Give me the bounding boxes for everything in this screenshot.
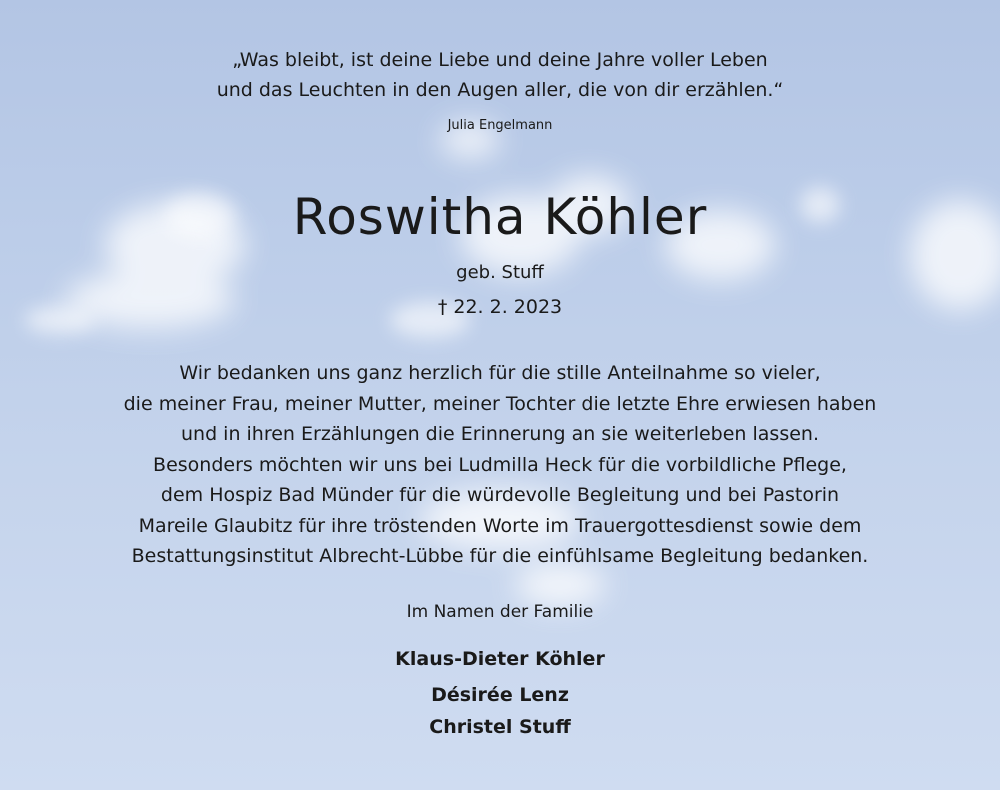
message-line: Wir bedanken uns ganz herzlich für die stille Anteilnahme so vieler, — [179, 362, 821, 384]
message-line: Besonders möchten wir uns bei Ludmilla Heck für die vorbildliche Pflege, — [153, 453, 847, 476]
birth-name: geb. Stuff — [456, 262, 544, 283]
quote-line-1: „Was bleibt, ist deine Liebe und deine Jahre voller Leben — [232, 49, 768, 71]
family-intro: Im Namen der Familie — [406, 602, 594, 622]
thank-you-message — [0, 358, 1000, 572]
quote-line-2: und das Leuchten in den Augen aller, die von dir erzählen.“ — [216, 79, 784, 101]
signatory-name: Désirée Lenz — [431, 684, 569, 706]
death-date: † 22. 2. 2023 — [437, 296, 563, 318]
message-line: die meiner Frau, meiner Mutter, meiner Tochter die letzte Ehre erwiesen haben — [123, 392, 877, 415]
signatory-name: Klaus-Dieter Köhler — [395, 648, 605, 670]
message-line: Bestattungsinstitut Albrecht-Lübbe für die einfühlsame Begleitung bedanken. — [131, 545, 869, 567]
deceased-name: Roswitha Köhler — [292, 188, 708, 246]
message-line: Mareile Glaubitz für ihre tröstenden Worte im Trauergottesdienst sowie dem — [138, 514, 862, 537]
message-line: und in ihren Erzählungen die Erinnerung an sie weiterleben lassen. — [180, 423, 819, 445]
message-line: dem Hospiz Bad Münder für die würdevolle Begleitung und bei Pastorin — [160, 484, 840, 506]
signatory-name: Christel Stuff — [429, 716, 571, 738]
quote-author: Julia Engelmann — [447, 118, 553, 133]
